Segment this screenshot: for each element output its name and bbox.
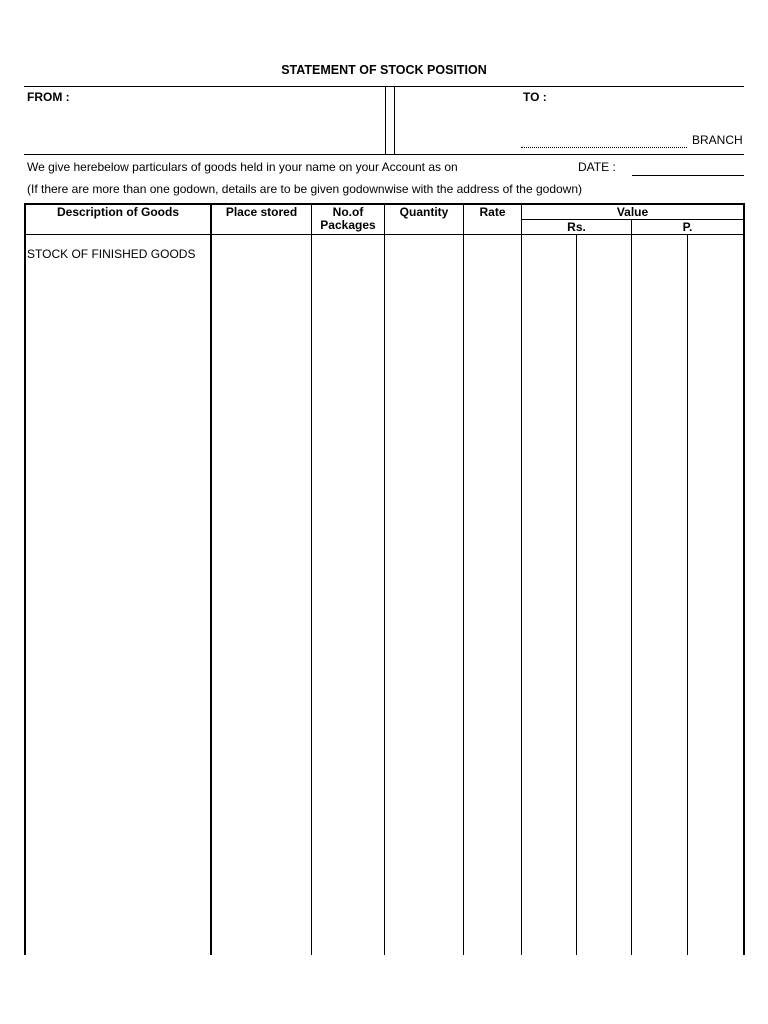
particulars-text: We give herebelow particulars of goods held in your name on your Account as on (27, 160, 458, 174)
header-bottom-rule (24, 154, 744, 155)
header-divider-left (385, 86, 386, 154)
header-top-rule (24, 86, 744, 87)
header-p: P. (682, 220, 693, 234)
header-description: Description of Goods (56, 205, 179, 219)
header-value: Value (616, 205, 649, 219)
column-rule-place (311, 203, 312, 955)
column-rule-left (24, 203, 26, 955)
column-rule-right (743, 203, 745, 955)
header-divider-right (394, 86, 395, 154)
header-packages-line2: Packages (320, 218, 376, 232)
column-rule-value-inner-2 (687, 234, 688, 955)
to-label: TO : (523, 90, 547, 104)
date-fill-line[interactable] (632, 175, 744, 176)
branch-label: BRANCH (692, 133, 743, 147)
column-rule-rate (521, 203, 522, 955)
header-rate: Rate (479, 205, 506, 219)
godown-note: (If there are more than one godown, details are to be given godownwise with the address of the godown) (27, 182, 583, 196)
header-quantity: Quantity (399, 205, 449, 219)
column-rule-packages (384, 203, 385, 955)
header-place-stored: Place stored (225, 205, 298, 219)
page-title: STATEMENT OF STOCK POSITION (281, 63, 487, 77)
column-rule-description (210, 203, 212, 955)
column-rule-value-inner-1 (576, 234, 577, 955)
header-packages-line1: No.of (332, 205, 364, 219)
column-rule-rs-p (631, 219, 632, 955)
header-rs: Rs. (567, 220, 586, 234)
value-subheader-rule (521, 219, 744, 220)
column-rule-quantity (463, 203, 464, 955)
from-label: FROM : (27, 90, 70, 104)
row-description: STOCK OF FINISHED GOODS (27, 247, 196, 261)
branch-fill-line[interactable] (521, 147, 687, 148)
date-label: DATE : (578, 160, 616, 174)
